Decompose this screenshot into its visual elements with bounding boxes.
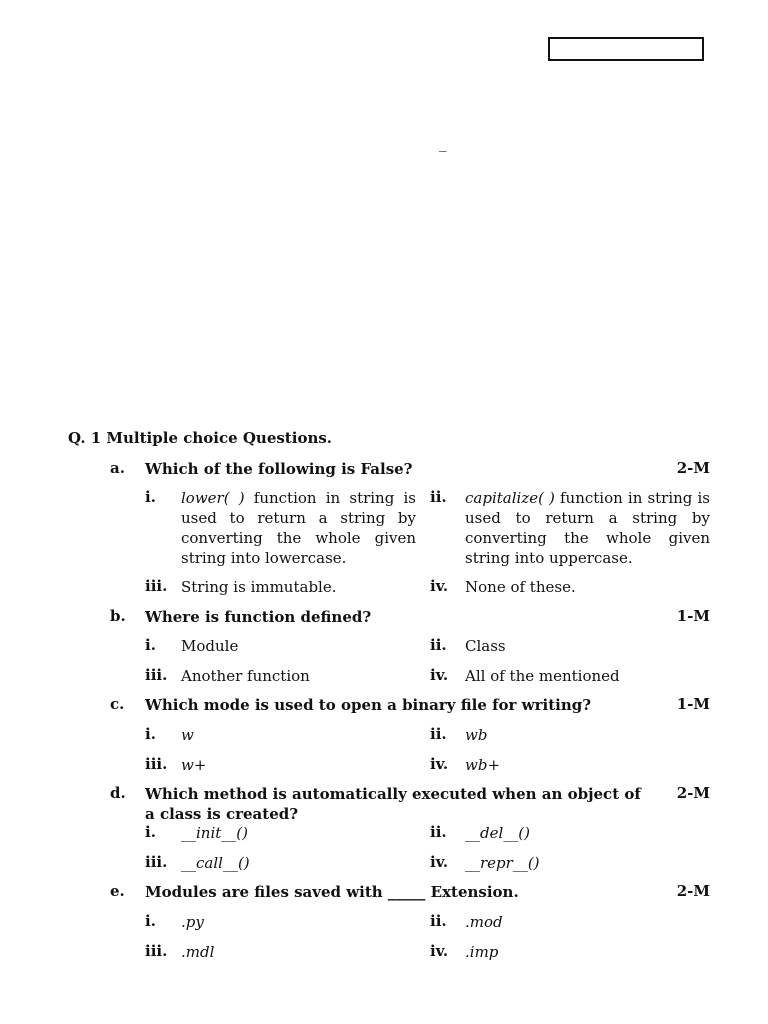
question-e-option-1-number: i. [145, 912, 156, 930]
question-c-option-2: wb [465, 726, 488, 744]
question-d-letter: d. [110, 784, 126, 802]
question-b-option-1: Module [181, 637, 239, 655]
option-2-description: function in string is used to return a string by converting the whole given string into uppercase. [465, 489, 711, 567]
question-b-option-3-number: iii. [145, 666, 168, 684]
question-d-option-3: __call__() [181, 854, 250, 872]
question-b-letter: b. [110, 607, 126, 625]
question-d-option-4: __repr__() [465, 854, 540, 872]
question-e-option-3-number: iii. [145, 942, 168, 960]
question-e-option-2-number: ii. [430, 912, 447, 930]
question-a-text: Which of the following is False? [145, 460, 413, 478]
question-a-option-1-number: i. [145, 488, 156, 506]
question-c-option-3-number: iii. [145, 755, 168, 773]
question-a-option-1 [181, 488, 416, 568]
question-e-text: Modules are files saved with _____ Extension. [145, 883, 519, 901]
question-c-option-1: w [181, 726, 194, 744]
question-d-option-1-number: i. [145, 823, 156, 841]
question-b-option-2: Class [465, 637, 506, 655]
question-d-option-3-number: iii. [145, 853, 168, 871]
option-1-description: function in string is used to return a string by converting the whole given string into lowercase. [181, 489, 416, 567]
question-a-option-2-number: ii. [430, 488, 447, 506]
question-b-marks: 1-M [676, 607, 710, 625]
question-d-text: Which method is automatically executed when an object of a class is created? [145, 785, 641, 823]
question-b-option-2-number: ii. [430, 636, 447, 654]
question-c-option-4: wb+ [465, 756, 501, 774]
question-b-option-4: All of the mentioned [465, 667, 620, 685]
question-d-marks: 2-M [676, 784, 710, 802]
question-c-option-2-number: ii. [430, 725, 447, 743]
question-d-option-4-number: iv. [430, 853, 449, 871]
question-e-marks: 2-M [676, 882, 710, 900]
question-a-option-4: None of these. [465, 578, 576, 596]
option-1-function-name: lower( ) [181, 489, 245, 507]
option-2-function-name: capitalize( ) [465, 489, 555, 507]
roll-number-box [548, 37, 704, 61]
question-c-text: Which mode is used to open a binary file for writing? [145, 696, 592, 714]
question-e-option-2: .mod [465, 913, 503, 931]
question-b-text: Where is function defined? [145, 608, 372, 626]
question-a-option-2 [465, 488, 710, 568]
question-a-option-3-number: iii. [145, 577, 168, 595]
question-e-letter: e. [110, 882, 125, 900]
question-c-letter: c. [110, 695, 125, 713]
question-b-option-3: Another function [181, 667, 310, 685]
question-a-option-3: String is immutable. [181, 578, 337, 596]
question-c-marks: 1-M [676, 695, 710, 713]
question-b-option-1-number: i. [145, 636, 156, 654]
question-e-option-3: .mdl [181, 943, 215, 961]
question-c-option-3: w+ [181, 756, 207, 774]
question-e-option-4-number: iv. [430, 942, 449, 960]
question-e-option-4: .imp [465, 943, 499, 961]
question-a-letter: a. [110, 459, 125, 477]
question-e-option-1: .py [181, 913, 204, 931]
question-d-option-2: __del__() [465, 824, 530, 842]
section-title: Q. 1 Multiple choice Questions. [68, 429, 333, 447]
question-c-option-1-number: i. [145, 725, 156, 743]
question-c-option-4-number: iv. [430, 755, 449, 773]
question-d-option-2-number: ii. [430, 823, 447, 841]
question-b-option-4-number: iv. [430, 666, 449, 684]
header-dash: _ [439, 134, 447, 152]
question-a-marks: 2-M [676, 459, 710, 477]
question-d-option-1: __init__() [181, 824, 248, 842]
question-a-option-4-number: iv. [430, 577, 449, 595]
